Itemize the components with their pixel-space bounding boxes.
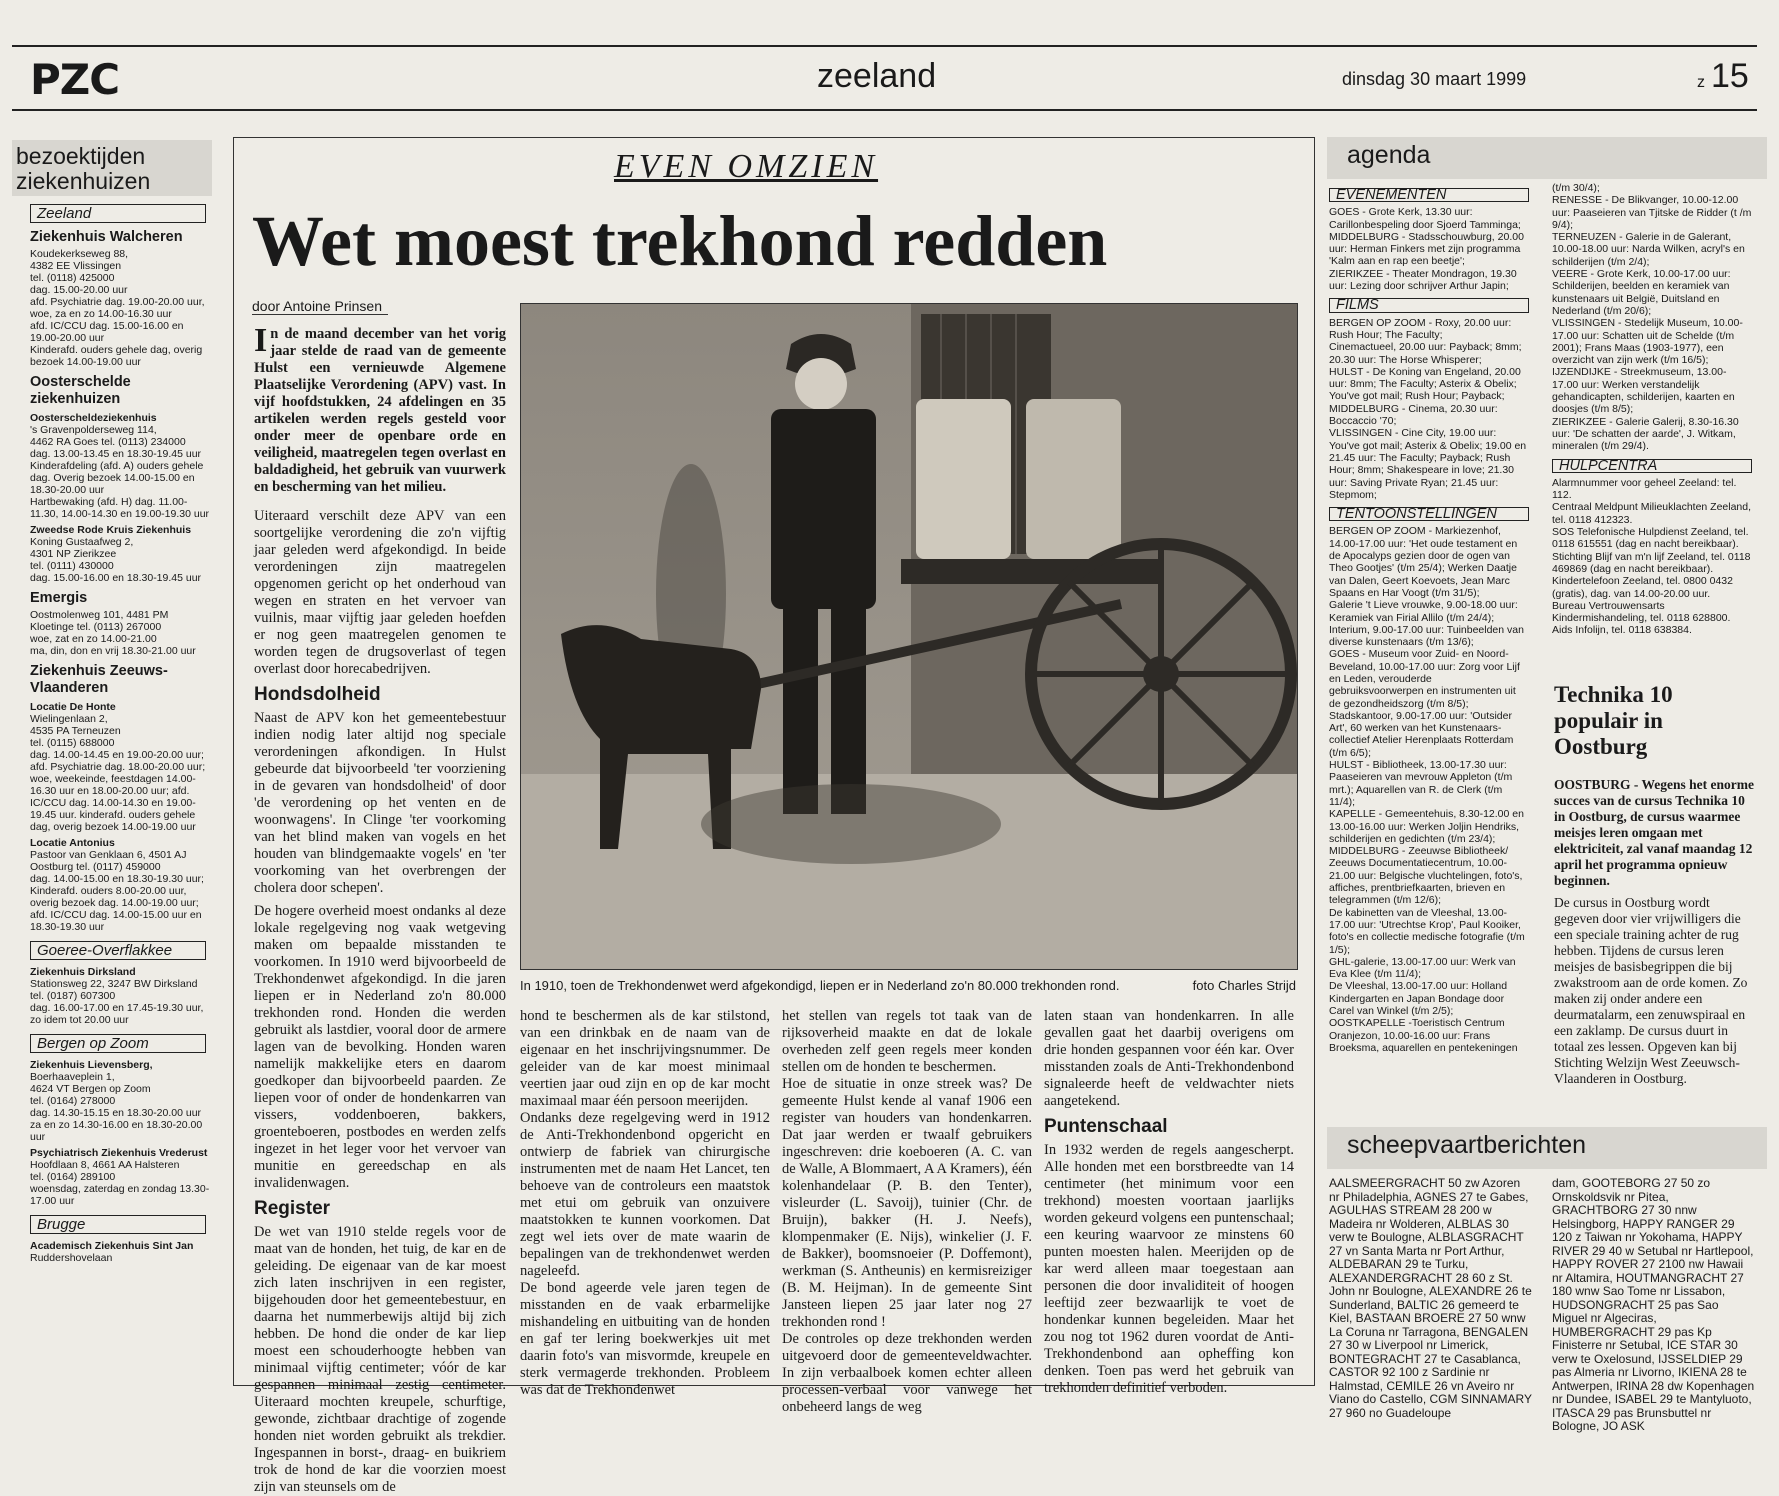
agenda-films-text: BERGEN OP ZOOM - Roxy, 20.00 uur: Rush Hour; The Faculty; Cinemactueel, 20.00 uur: Payback; 8mm; 20.30 uur: The Horse Whisperer; HULST - De Koning van Engeland, 20.00 uur: 8mm; The Faculty; Asterix & Obelix; You've got mail; Rush Hour; Payback; MIDDELBURG - Cinema, 20.30 uur: Boccaccio '70; VLISSINGEN - Cine City, 19.00 uur: You've got mail; Asterix & Obelix; 19.00 en 21.45 uur: The Faculty; Payback; Rush Hour; 8mm; Shakespeare in love; 21.30 uur: Saving Private Ryan; 21.45 uur: Stepmom; [1329,316,1527,501]
photo-credit: foto Charles Strijd [1192,978,1296,993]
honte-text: Wielingenlaan 2, 4535 PA Terneuzen tel. (0115) 688000 dag. 14.00-14.45 en 19.00-20.00 uur; afd. Psychiatrie dag. 18.00-20.00 uur; woe, weekeinde, feestdagen 14.00-16.30 uur en 18.00-20.00 uur; afd. IC/CCU dag. 14.00-14.30 en 19.00-19.45 uur. kinderafd. ouders gehele dag, overig bezoek 14.00-19.00 uur [30,713,206,833]
photo-caption-text: In 1910, toen de Trekhondenwet werd afgekondigd, liepen er in Nederland zo'n 80.000 trekhonden rond. [520,978,1120,993]
dirksland-sub: Ziekenhuis Dirksland [30,966,136,978]
shipping-column-2: dam, GOOTEBORG 27 50 zo Ornskoldsvik nr Pitea, GRACHTBORG 27 30 nnw Helsingborg, HAPPY RANGER 29 120 z Taiwan nr Yokohama, HAPPY RIVER 29 40 w Setubal nr Hartlepool, HAPPY ROVER 27 2100 nw Hawaii nr Altamira, HOUTMANGRACHT 27 180 wnw Sao Tome nr Lissabon, HUDSONGRACHT 25 pas Sao Miguel nr Algeciras, HUMBERGRACHT 29 pas Kp Finisterre nr Setubal, ICE STAR 30 verw te Oxelosund, IJSSELDIEP 29 pas Almeria nr Livorno, IKIENA 28 te Antwerpen, IRINA 28 dw Kopenhagen nr Dundee, ISABEL 29 te Mantyluoto, ITASCA 29 pas Brunsbuttel nr Bologne, JO ASK [1552,1176,1755,1433]
newspaper-logo: PZC [30,55,120,104]
hospital-emergis: Emergis [30,590,88,606]
article-column-3 [782,1008,1032,1415]
page-prefix: z [1697,74,1705,91]
agenda-hulpcentra-text: Alarmnummer voor geheel Zeeland: tel. 112. Centraal Meldpunt Milieuklachten Zeeland, tel. 0118 412323. SOS Telefonische Hulpdienst Zeeland, tel. 0118 615551 (dag en nacht bereikbaar). Stichting Blijf van m'n lijf Zeeland, tel. 0118 469869 (dag en nacht bereikbaar). Kindertelefoon Zeeland, tel. 0800 0432 (gratis), dag. van 14.00-20.00 uur. Bureau Vertrouwensarts Kindermishandeling, tel. 0118 628800. Aids Infolijn, tel. 0118 638384. [1552,476,1752,637]
article-headline: Wet moest trekhond redden [252,201,1108,281]
article-column-1 [254,322,506,1495]
agenda-tentoonstellingen-text: BERGEN OP ZOOM - Markiezenhof, 14.00-17.00 uur: 'Het oude testament en de Apocalyps gezien door de ogen van Theo Gootjes' (t/m 25/4); Werken Daatje van Dalen, Geert Koevoets, Jean Marc Spaans en Har Voogt (t/m 31/5); Galerie 't Lieve vrouwke, 9.00-18.00 uur: Keramiek van Firial Allilo (t/m 24/4); Interium, 9.00-17.00 uur: Tuinbeelden van diverse kunstenaars (t/m 13/6); GOES - Museum voor Zuid- en Noord-Beveland, 10.00-17.00 uur: Zorg voor Lijf en Leden, verouderde gebruiksvoorwerpen en instrumenten uit de gezondheidszorg (t/m 8/5); Stadskantoor, 9.00-17.00 uur: 'Outsider Art', 60 werken van het Kunstenaars-collectief Atelier Herenplaats Rotterdam (t/m 6/5); HULST - Bibliotheek, 13.00-17.30 uur: Paaseieren van mevrouw Appleton (t/m mrt.); Aquarellen van R. de Clerk (t/m 11/4); KAPELLE - Gemeentehuis, 8.30-12.00 en 13.00-16.00 uur: Werken Joljin Hendriks, schilderijen en gedichten (t/m 23/4); MIDDELBURG - Zeeuwse Bibliotheek/ Zeeuws Documentatiecentrum, 10.00-21.00 uur: Belgische vluchtelingen, foto's, affiches, prentbriefkaarten, brieven en telegrammen (t/m 12/6); De kabinetten van de Vleeshal, 13.00-17.00 uur: 'Utrechtse Krop', Paul Kooiker, foto's en collectie medische fotografie (t/m 1/5); GHL-galerie, 13.00-17.00 uur: Werk van Eva Klee (t/m 11/4); De Vleeshal, 13.00-17.00 uur: Holland Kindergarten en Japan Bondage door Carel van Winkel (t/m 2/5); OOSTKAPELLE -Toeristisch Centrum Oranjezon, 10.00-16.00 uur: Frans Broeksma, aquarellen en pentekeningen [1329,525,1525,1054]
vrederust-sub: Psychiatrisch Ziekenhuis Vrederust [30,1147,208,1159]
article-column-2 [520,1008,770,1398]
main-article [233,137,1315,1495]
article-paragraph: De hogere overheid moest ondanks al deze lokale regelgeving nog vaak wetgeving maken om bepaalde misstanden te voorkomen. In 1910 werd bijvoorbeeld de Trekhondenwet afgekondigd. In die jaren liepen er in Nederland zo'n 80.000 trekhonden rond. Honden die werden gebruikt als lastdier, vooral door de armere lagen van de bevolking. Honden waren namelijk makkelijke eters en daarom goedkoper dan bijvoorbeeld paarden. Ze liepen voor of onder de hondenkarren van vissers, voddenboeren, bakkers, groenteboeren, postbodes en werden zelfs ingezet in het leger voor het vervoer van munitie en gereedschap en als invalidenwagen. [254,903,506,1191]
agenda-title: agenda [1327,137,1767,179]
article-paragraph: De wet van 1910 stelde regels voor de maat van de honden, het tuig, de kar en de geleiding. De eigenaar van de kar moest zich laten inschrijven in een register, bijgehouden door het gemeentebestuur, en daarna het nummerbewijs altijd bij zich hebben. De hond die onder de kar liep moest een schouderhoogte hebben van minimaal vijftig centimeter; vóór de kar gespannen minimaal zestig centimeter. Uiteraard mochten kreupele, schurftige, gewonde, zichtbaar drachtige of zogende honden niet worden gebruikt als trekdier. Ingespannen in borst-, draag- en buikriem trok de hond de kar die voorzien moest zijn van steunsels om de [254,1224,506,1495]
honte-sub: Locatie De Honte [30,701,116,713]
region-goeree: Goeree-Overflakkee [30,941,206,960]
oosterschelde-sub: Oosterscheldeziekenhuis [30,412,157,424]
shipping-title: scheepvaartberichten [1327,1127,1767,1169]
agenda-evenementen-text: GOES - Grote Kerk, 13.30 uur: Carillonbespeling door Sjoerd Tamminga; MIDDELBURG - Stadsschouwburg, 20.00 uur: Herman Finkers met zijn programma 'Kalm aan en rap een beetje'; ZIERIKZEE - Theater Mondragon, 19.30 uur: Lezing door schrijver Arthur Japin; [1329,206,1524,293]
technika-headline: Technika 10 populair in Oostburg [1554,682,1673,759]
masthead [12,45,1757,111]
rodekruis-text: Koning Gustaafweg 2, 4301 NP Zierikzee tel. (0111) 430000 dag. 15.00-16.00 en 18.30-19.45 uur [30,536,202,584]
rodekruis-sub: Zweedse Rode Kruis Ziekenhuis [30,524,192,536]
hospital-oosterschelde: Oosterschelde ziekenhuizen [30,374,131,407]
article-paragraph: laten staan van hondenkarren. In alle gevallen gaat het daarbij overigens om drie honden gespannen voor één kar. Over misstanden zoals de Anti-Trekhondenbond signaleerde heeft de veldwachter niets aangetekend. [1044,1008,1294,1109]
oosterschelde-text: 's Gravenpolderseweg 114, 4462 RA Goes tel. (0113) 234000 dag. 13.00-13.45 en 18.30-19.45 uur Kinderafdeling (afd. A) ouders gehele dag. Overig bezoek 14.00-15.00 en 18.30-20.00 uur Hartbewaking (afd. H) dag. 11.00-11.30, 14.00-14.30 en 19.00-19.30 uur [30,424,210,520]
section-title: zeeland [817,57,937,95]
agenda-continued-text: (t/m 30/4); RENESSE - De Blikvanger, 10.00-12.00 uur: Paaseieren van Tjitske de Ridder (t /m 9/4); TERNEUZEN - Galerie in de Galerant, 10.00-18.00 uur: Narda Wilken, acryl's en schilderijen (t/m 2/4); VEERE - Grote Kerk, 10.00-17.00 uur: Schilderijen, beelden en keramiek van kunstenaars uit België, Duitsland en Nederland (t/m 20/6); VLISSINGEN - Stedelijk Museum, 10.00-17.00 uur: Schatten uit de Schelde (t/m 2001); Frans Maas (1903-1977), een overzicht van zijn werk (t/m 16/5); IJZENDIJKE - Streekmuseum, 13.00-17.00 uur: Werken verstandelijk gehandicapten, schilderijen, kaarten en doosjes (t/m 8/5); ZIERIKZEE - Galerie Galerij, 8.30-16.30 uur: 'De schatten der aarde', J. Witkam, mineralen (t/m 29/4). [1552,182,1752,453]
region-brugge: Brugge [30,1215,206,1234]
sintjan-sub: Academisch Ziekenhuis Sint Jan [30,1240,194,1252]
agenda-head-hulpcentra: HULPCENTRA [1552,459,1752,473]
agenda-head-tentoonstellingen: TENTOONSTELLINGEN [1329,507,1529,521]
agenda-column-1 [1329,182,1529,1162]
article-subheading: Hondsdolheid [254,684,381,705]
article-kicker: EVEN OMZIEN [614,148,879,185]
photo-dog-cart-illustration [521,304,1297,969]
agenda-column-2 [1552,182,1752,682]
article-paragraph: hond te beschermen als de kar stilstond, van een drinkbak en de naam van de eigenaar en het inschrijvingsnummer. De geleider van de kar moest minimaal veertien jaar oud zijn en op de kar mocht maximaal maar één persoon meerijden. Ondanks deze regelgeving werd in 1912 de Anti-Trekhondenbond opgericht en ontwierp de fabriek van chirurgische instrumenten met de naam Het Lancet, ten behoeve van de controleurs een maatstok met etui om gebruik van onzuivere maatstokken te kunnen voorkomen. Dat zegt wel iets over de mate waarin de bepalingen van de trekhondenwet werden nageleefd. De bond ageerde vele jaren tegen de misstanden en de vaak erbarmelijke mishandeling en uitbuiting van de honden en gaf ter lering boekwerkjes uit met daarin foto's van misvormde, kreupele en sterk vermagerde trekhonden. Probleem was dat de Trekhondenwet [520,1008,770,1398]
hospital-walcheren-text: Koudekerkseweg 88, 4382 EE Vlissingen tel. (0118) 425000 dag. 15.00-20.00 uur afd. Psychiatrie dag. 19.00-20.00 uur, woe, za en zo 14.00-16.30 uur afd. IC/CCU dag. 15.00-16.00 en 19.00-20.00 uur Kinderafd. ouders gehele dag, overig bezoek 14.00-19.00 uur [30,248,205,368]
article-paragraph: In 1932 werden de regels aangescherpt. Alle honden met een borstbreedte van 14 centimeter (het minimum voor een trekhond) moesten voortaan jaarlijks worden gekeurd volgens een puntenschaal; een keuring waarvoor ze minstens 60 punten moesten halen. Meerijden op de kar werd alleen maar toegestaan aan personen die door invaliditeit of hoogen leeftijd zeer bezwaarlijk te voet de hondenkar kunnen begeleiden. Maar het zou nog tot 1962 duren voordat de Anti-Trekhondenbond aan opheffing kon denken. Toen pas werd het gebruik van trekhonden definitief verboden. [1044,1142,1294,1396]
article-lead: In de maand december van het vorig jaar stelde de raad van de gemeente Hulst een vernieuwde Algemene Plaatselijke Verordening (APV) vast. In vijf hoofdstukken, 24 afdelingen en 35 artikelen werden regels gesteld voor onder meer de openbare orde en veiligheid, maatregelen tegen overlast en baldadigheid, het gebruik van vuurwerk en bescherming van het milieu. [254,322,506,495]
antonius-sub: Locatie Antonius [30,837,115,849]
article-byline: door Antoine Prinsen [252,298,388,315]
article-paragraph: Uiteraard verschilt deze APV van een soortgelijke verordening die zo'n vijftig jaar geleden werd afgekondigd. In beide verordeningen zijn maatregelen opgenomen gericht op het onderhoud van wegen en straten en het vervoer van vuilnis, maar vijftig jaar geleden hoefden er nog geen maatregelen genomen te worden tegen de drugsoverlast of tegen overlast door horecabedrijven. [254,508,506,677]
issue-date: dinsdag 30 maart 1999 [1342,69,1527,89]
technika-body: De cursus in Oostburg wordt gegeven door vier vrijwilligers die een speciale training achter de rug hebben. Tijdens de cursus leren meisjes de basisbegrippen die bij zwakstroom aan de orde komen. Zo maken zij onder andere een deurmatalarm, een zenuwspiraal en een zaklamp. De cursus duurt in totaal zes lessen. Opgeven kan bij Stichting Welzijn West Zeeuwsch-Vlaanderen in Oostburg. [1554,895,1748,1086]
article-photo [520,303,1298,970]
technika-lead: OOSTBURG - Wegens het enorme succes van de cursus Technika 10 in Oostburg, de cursus waarmee meisjes leren omgaan met elektriciteit, zal vanaf maandag 12 april het programma opnieuw beginnen. [1554,777,1754,888]
region-bergen: Bergen op Zoom [30,1034,206,1053]
page-number-value: 15 [1711,57,1749,95]
region-zeeland: Zeeland [30,204,206,223]
hospital-zeeuws-vlaanderen: Ziekenhuis Zeeuws-Vlaanderen [30,663,168,696]
page-number [1697,57,1749,96]
article-column-4 [1044,1008,1294,1396]
visiting-hours-column [12,140,212,1384]
antonius-text: Pastoor van Genklaan 6, 4501 AJ Oostburg tel. (0117) 459000 dag. 14.00-15.00 en 18.30-19.30 uur; Kinderafd. ouders 8.00-20.00 uur, overig bezoek dag. 14.00-19.00 uur; afd. IC/CCU dag. 14.00-15.00 uur en 18.30-19.30 uur [30,849,204,933]
agenda-head-films: FILMS [1329,298,1529,312]
vrederust-text: Hoofdlaan 8, 4661 AA Halsteren tel. (0164) 289100 woensdag, zaterdag en zondag 13.30-17.00 uur [30,1159,210,1207]
agenda-column [1327,137,1767,1433]
article-paragraph: Naast de APV kon het gemeentebestuur indien nodig later altijd nog speciale verordeningen afkondigen. In Hulst gebeurde dat bijvoorbeeld 'ter voorziening in de gevaren van hondsdolheid' of door 'de verordening op het venten en de woonwagens'. In Clinge 'ter voorkoming van het blind maken van vogels en het houden van blindgemaakte vogels' en 'ter voorkoming van het overbrengen der cholera door schepen'. [254,710,506,896]
visiting-hours-title: bezoektijden ziekenhuizen [12,140,212,196]
lievensberg-text: Boerhaaveplein 1, 4624 VT Bergen op Zoom tel. (0164) 278000 dag. 14.30-15.15 en 18.30-20.00 uur za en zo 14.30-16.00 en 18.30-20.00 uur [30,1071,203,1143]
sintjan-text: Ruddershovelaan [30,1252,113,1264]
photo-caption [520,978,1296,993]
lievensberg-sub: Ziekenhuis Lievensberg, [30,1059,153,1071]
article-subheading: Register [254,1198,331,1219]
shipping-column-1: AALSMEERGRACHT 50 zw Azoren nr Philadelphia, AGNES 27 te Gabes, AGULHAS STREAM 28 200 w Madeira nr Wolderen, ALBLAS 30 verw te Boulogne, ALBLASGRACHT 27 vn Santa Marta nr Port Arthur, ALDEBARAN 29 te Turku, ALEXANDERGRACHT 28 60 z St. John nr Boulogne, ALEXANDRE 26 te Sunderland, BALTIC 26 gemeerd te Kiel, BASTAAN BROERE 27 50 wnw La Coruna nr Tarragona, BENGALEN 27 30 w Liverpool nr Limerick, BONTEGRACHT 27 te Casablanca, CASTOR 92 100 z Sardinie nr Halmstad, CEMILE 26 vn Aveiro nr Viano do Castello, CGM SINNAMARY 27 960 no Guadeloupe [1329,1176,1532,1420]
emergis-text: Oostmolenweg 101, 4481 PM Kloetinge tel. (0113) 267000 woe, zat en zo 14.00-21.00 ma, din, don en vrij 18.30-21.00 uur [30,609,196,657]
article-paragraph: het stellen van regels tot taak van de rijksoverheid maakte en dat de lokale overheden zelf geen regels meer konden stellen om de honden te beschermen. Hoe de situatie in onze streek was? De gemeente Hulst kende al vanaf 1906 een register van houders van hondenkarren. Dat jaar werden er twaalf gebruikers ingeschreven: drie koeboeren (A. C. van de Walle, A Blommaert, A A Kramers), één kolenhandelaar (P. B. den Tenter), visleurder (L. Savoij), tuinier (Chr. de Bruijn), bakker (H. J. Neefs), klompenmaker (E. Nijs), winkelier (J. F. de Bakker), boomsnoeier (P. Doffemont), werkman (S. Antheunis) en kermisreiziger (B. M. Heijman). In de gemeente Sint Jansteen liepen 25 jaar later nog 27 trekhonden rond ! De controles op deze trekhonden werden uitgevoerd door de gemeenteveldwachter. In zijn verbaalboek komen echter alleen processen-verbaal voor vanwege het onbeheerd langs de weg [782,1008,1032,1415]
article-subheading: Puntenschaal [1044,1116,1168,1137]
hospital-walcheren: Ziekenhuis Walcheren [30,229,183,245]
agenda-head-evenementen: EVENEMENTEN [1329,188,1529,202]
dirksland-text: Stationsweg 22, 3247 BW Dirksland tel. (0187) 607300 dag. 16.00-17.00 en 17.45-19.30 uur, zo idem tot 20.00 uur [30,978,204,1026]
